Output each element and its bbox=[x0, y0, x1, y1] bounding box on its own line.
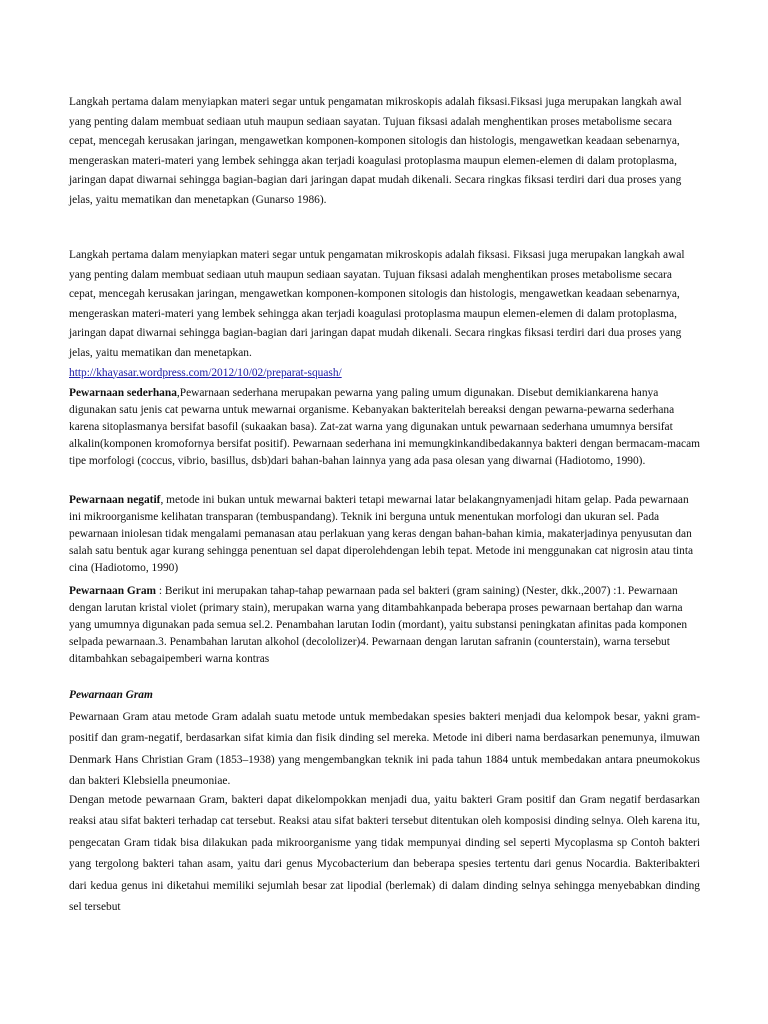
paragraph-pewarnaan-negatif-text: , metode ini bukan untuk mewarnai bakteri tetapi mewarnai latar belakangnyamenjadi hitam gelap. Pada pewarnaan ini mikroorganisme kelihatan transparan (tembuspandang). Teknik ini berguna untuk menentukan morfologi dan ukuran sel. Pada pewarnaan iniolesan tidak mengalami pemanasan atau perlakuan yang keras dengan bahan-bahan kimia, makaterjadinya penyusutan dan salah satu bentuk agar kurang sehingga penentuan sel dapat diperolehdengan lebih tepat. Metode ini menggunakan cat nigrosin atau tinta cina (Hadiotomo, 1990) bbox=[69, 494, 694, 574]
paragraph-fiksasi-1: Langkah pertama dalam menyiapkan materi segar untuk pengamatan mikroskopis adalah fiksasi.Fiksasi juga merupakan langkah awal yang penting dalam membuat sediaan utuh maupun sediaan sayatan. Tujuan fiksasi adalah menghentikan proses metabolisme secara cepat, mencegah kerusakan jaringan, mengawetkan komponen-komponen sitologis dan histologis, mengawetkan keadaan sebenarnya, mengeraskan materi-materi yang lembek sehingga akan terjadi koagulasi protoplasma maupun elemen-elemen di dalam protoplasma, jaringan dapat diwarnai sehingga bagian-bagian dari jaringan dapat mudah dikenali. Secara ringkas fiksasi terdiri dari dua proses yang jelas, yaitu mematikan dan menetapkan (Gunarso 1986). bbox=[69, 96, 682, 206]
paragraph-pewarnaan-sederhana-text: ,Pewarnaan sederhana merupakan pewarna yang paling umum digunakan. Disebut demikiankarena hanya digunakan satu jenis cat pewarna untuk mewarnai organisme. Kebanyakan bakteritelah bereaksi dengan pewarna-pewarna sederhana karena sitoplasmanya bersifat basofil (sukaakan basa). Zat-zat warna yang digunakan untuk pewarnaan sederhana umumnya bersifat alkalin(komponen kromofornya bersifat positif). Pewarnaan sederhana ini memungkinkandibedakannya bakteri dengan bermacam-macam tipe morfologi (coccus, vibrio, basillus, dsb)dari bahan-bahan lainnya yang ada pasa olesan yang diwarnai (Hadiotomo, 1990). bbox=[69, 387, 701, 467]
paragraph-pewarnaan-sederhana bbox=[69, 385, 700, 470]
paragraph-fiksasi-2 bbox=[69, 246, 700, 383]
paragraph-pewarnaan-gram-steps bbox=[69, 583, 700, 668]
paragraph-pewarnaan-negatif bbox=[69, 492, 700, 577]
heading-pewarnaan-gram-steps: Pewarnaan Gram bbox=[69, 585, 156, 597]
paragraph-gram-classification: Dengan metode pewarnaan Gram, bakteri dapat dikelompokkan menjadi dua, yaitu bakteri Gram positif dan Gram negatif berdasarkan reaksi atau sifat bakteri terhadap cat tersebut. Reaksi atau sifat bakteri tersebut ditentukan oleh komposisi dinding selnya. Oleh karena itu, pengecatan Gram tidak bisa dilakukan pada mikroorganisme yang tidak mempunyai dinding sel seperti Mycoplasma sp Contoh bakteri yang tergolong bakteri tahan asam, yaitu dari genus Mycobacterium dan beberapa spesies tertentu dari genus Nocardia. Bakteribakteri dari kedua genus ini diketahui memiliki sejumlah besar zat lipodial (berlemak) di dalam dinding selnya sehingga menyebabkan dinding sel tersebut bbox=[69, 794, 700, 914]
paragraph-pewarnaan-gram-steps-text: : Berikut ini merupakan tahap-tahap pewarnaan pada sel bakteri (gram saining) (Nester, dkk.,2007) :1. Pewarnaan dengan larutan kristal violet (primary stain), merupakan warna yang ditambahkanpada beberapa proses pewarnaan bertahap dan warna yang umumnya digunakan pada semua sel.2. Penambahan larutan Iodin (mordant), yaitu substansi peningkatan afinitas pada komponen selpada pewarnaan.3. Penambahan larutan alkohol (decololizer)4. Pewarnaan dengan larutan safranin (counterstain), warna tersebut ditambahkan sebagaipemberi warna kontras bbox=[69, 585, 688, 665]
paragraph-fiksasi-2-text: Langkah pertama dalam menyiapkan materi segar untuk pengamatan mikroskopis adalah fiksasi. Fiksasi juga merupakan langkah awal yang penting dalam membuat sediaan utuh maupun sediaan sayatan. Tujuan fiksasi adalah menghentikan proses metabolisme secara cepat, mencegah kerusakan jaringan, mengawetkan komponen-komponen sitologis dan histologis, mengawetkan keadaan sebenarnya, mengeraskan materi-materi yang lembek sehingga akan terjadi koagulasi protoplasma maupun elemen-elemen di dalam protoplasma, jaringan dapat diwarnai sehingga bagian-bagian dari jaringan dapat mudah dikenali. Secara ringkas fiksasi terdiri dari dua proses yang jelas, yaitu mematikan dan menetapkan. bbox=[69, 249, 685, 359]
source-link[interactable]: http://khayasar.wordpress.com/2012/10/02/preparat-squash/ bbox=[69, 366, 342, 379]
section-heading-pewarnaan-gram: Pewarnaan Gram bbox=[69, 689, 153, 701]
paragraph-gram-definition: Pewarnaan Gram atau metode Gram adalah suatu metode untuk membedakan spesies bakteri menjadi dua kelompok besar, yakni gram-positif dan gram-negatif, berdasarkan sifat kimia dan fisik dinding sel mereka. Metode ini diberi nama berdasarkan penemunya, ilmuwan Denmark Hans Christian Gram (1853–1938) yang mengembangkan teknik ini pada tahun 1884 untuk membedakan antara pneumokokus dan bakteri Klebsiella pneumoniae. bbox=[69, 711, 700, 788]
heading-pewarnaan-sederhana: Pewarnaan sederhana bbox=[69, 387, 177, 399]
heading-pewarnaan-negatif: Pewarnaan negatif bbox=[69, 494, 161, 506]
